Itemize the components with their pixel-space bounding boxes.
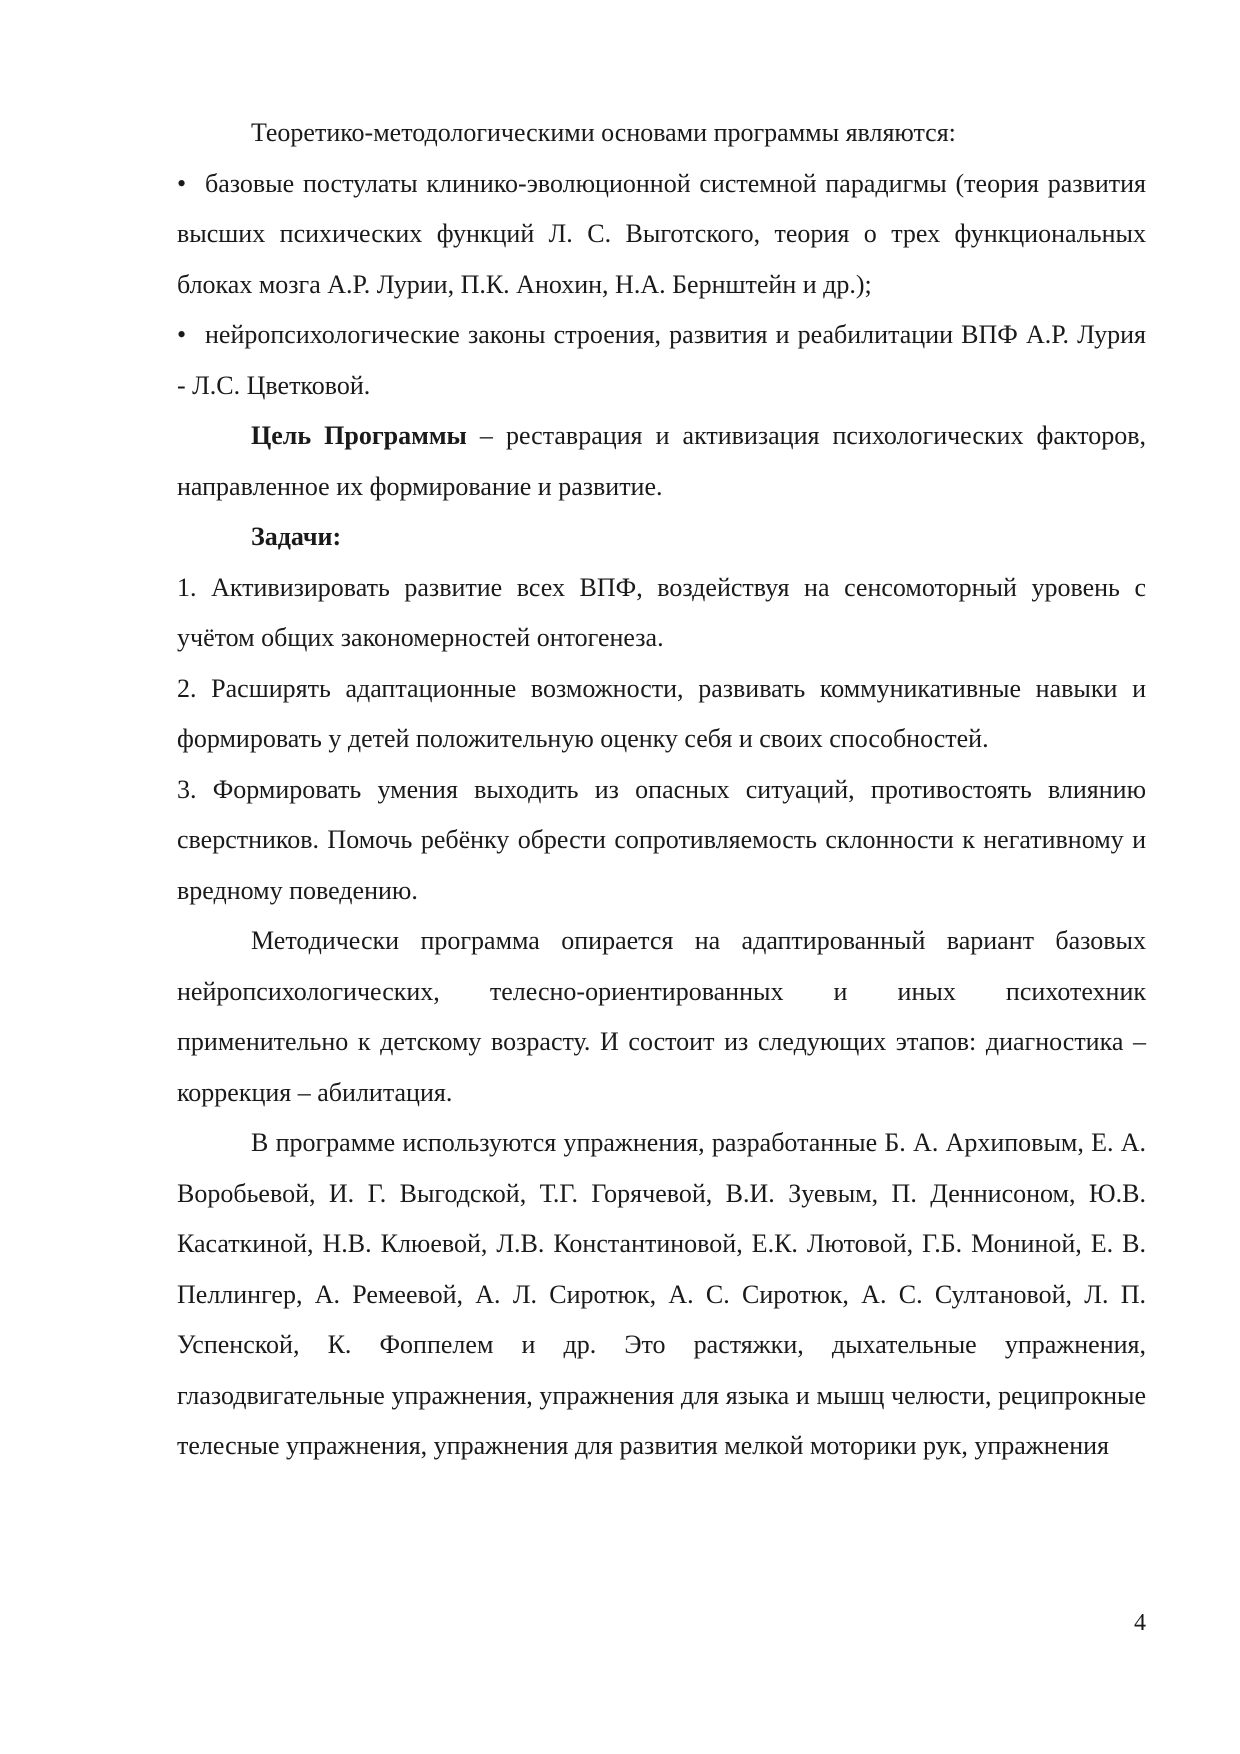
tasks-heading-text: Задачи:: [251, 522, 342, 551]
goal-text: – реставрация и активизация психологических факторов, направленное их формирование и развитие.: [177, 421, 1146, 501]
page-content: [177, 108, 1146, 1472]
bullet-item-2: [177, 310, 1146, 411]
task-item-3: 3. Формировать умения выходить из опасных ситуаций, противостоять влиянию сверстников. Помочь ребёнку обрести сопротивляемость склонности к негативному и вредному поведению.: [177, 774, 1146, 905]
bullet-item-1: [177, 159, 1146, 311]
goal-paragraph: [177, 411, 1146, 512]
task-item-2: 2. Расширять адаптационные возможности, развивать коммуникативные навыки и формировать у детей положительную оценку себя и своих способностей.: [177, 673, 1146, 753]
bullet-icon: •: [177, 320, 187, 349]
goal-label: Цель Программы: [251, 421, 467, 450]
tasks-heading: [177, 512, 1146, 563]
task-item-1: 1. Активизировать развитие всех ВПФ, воздействуя на сенсомоторный уровень с учётом общих закономерностей онтогенеза.: [177, 572, 1146, 652]
method-paragraph: Методически программа опирается на адаптированный вариант базовых нейропсихологических, телесно-ориентированных и иных психотехник применительно к детскому возрасту. И состоит из следующих этапов: диагностика – коррекция – абилитация.: [177, 926, 1146, 1107]
intro-paragraph: Теоретико-методологическими основами программы являются:: [251, 118, 956, 147]
exercises-paragraph: В программе используются упражнения, разработанные Б. А. Архиповым, Е. А. Воробьевой, И. Г. Выгодской, Т.Г. Горячевой, В.И. Зуевым, П. Деннисоном, Ю.В. Касаткиной, Н.В. Клюевой, Л.В. Константиновой, Е.К. Лютовой, Г.Б. Мониной, Е. В. Пеллингер, А. Ремеевой, А. Л. Сиротюк, А. С. Сиротюк, А. С. Султановой, Л. П. Успенской, К. Фоппелем и др. Это растяжки, дыхательные упражнения, глазодвигательные упражнения, упражнения для языка и мышц челюсти, реципрокные телесные упражнения, упражнения для развития мелкой моторики рук, упражнения: [177, 1128, 1146, 1460]
bullet-item-1-text: базовые постулаты клинико-эволюционной системной парадигмы (теория развития высших психических функций Л. С. Выготского, теория о трех функциональных блоках мозга А.Р. Лурии, П.К. Анохин, Н.А. Бернштейн и др.);: [177, 168, 1146, 299]
bullet-item-2-text: нейропсихологические законы строения, развития и реабилитации ВПФ А.Р. Лурия - Л.С. Цветковой.: [177, 320, 1146, 400]
page-number: 4: [1134, 1610, 1146, 1636]
bullet-icon: •: [177, 168, 187, 198]
